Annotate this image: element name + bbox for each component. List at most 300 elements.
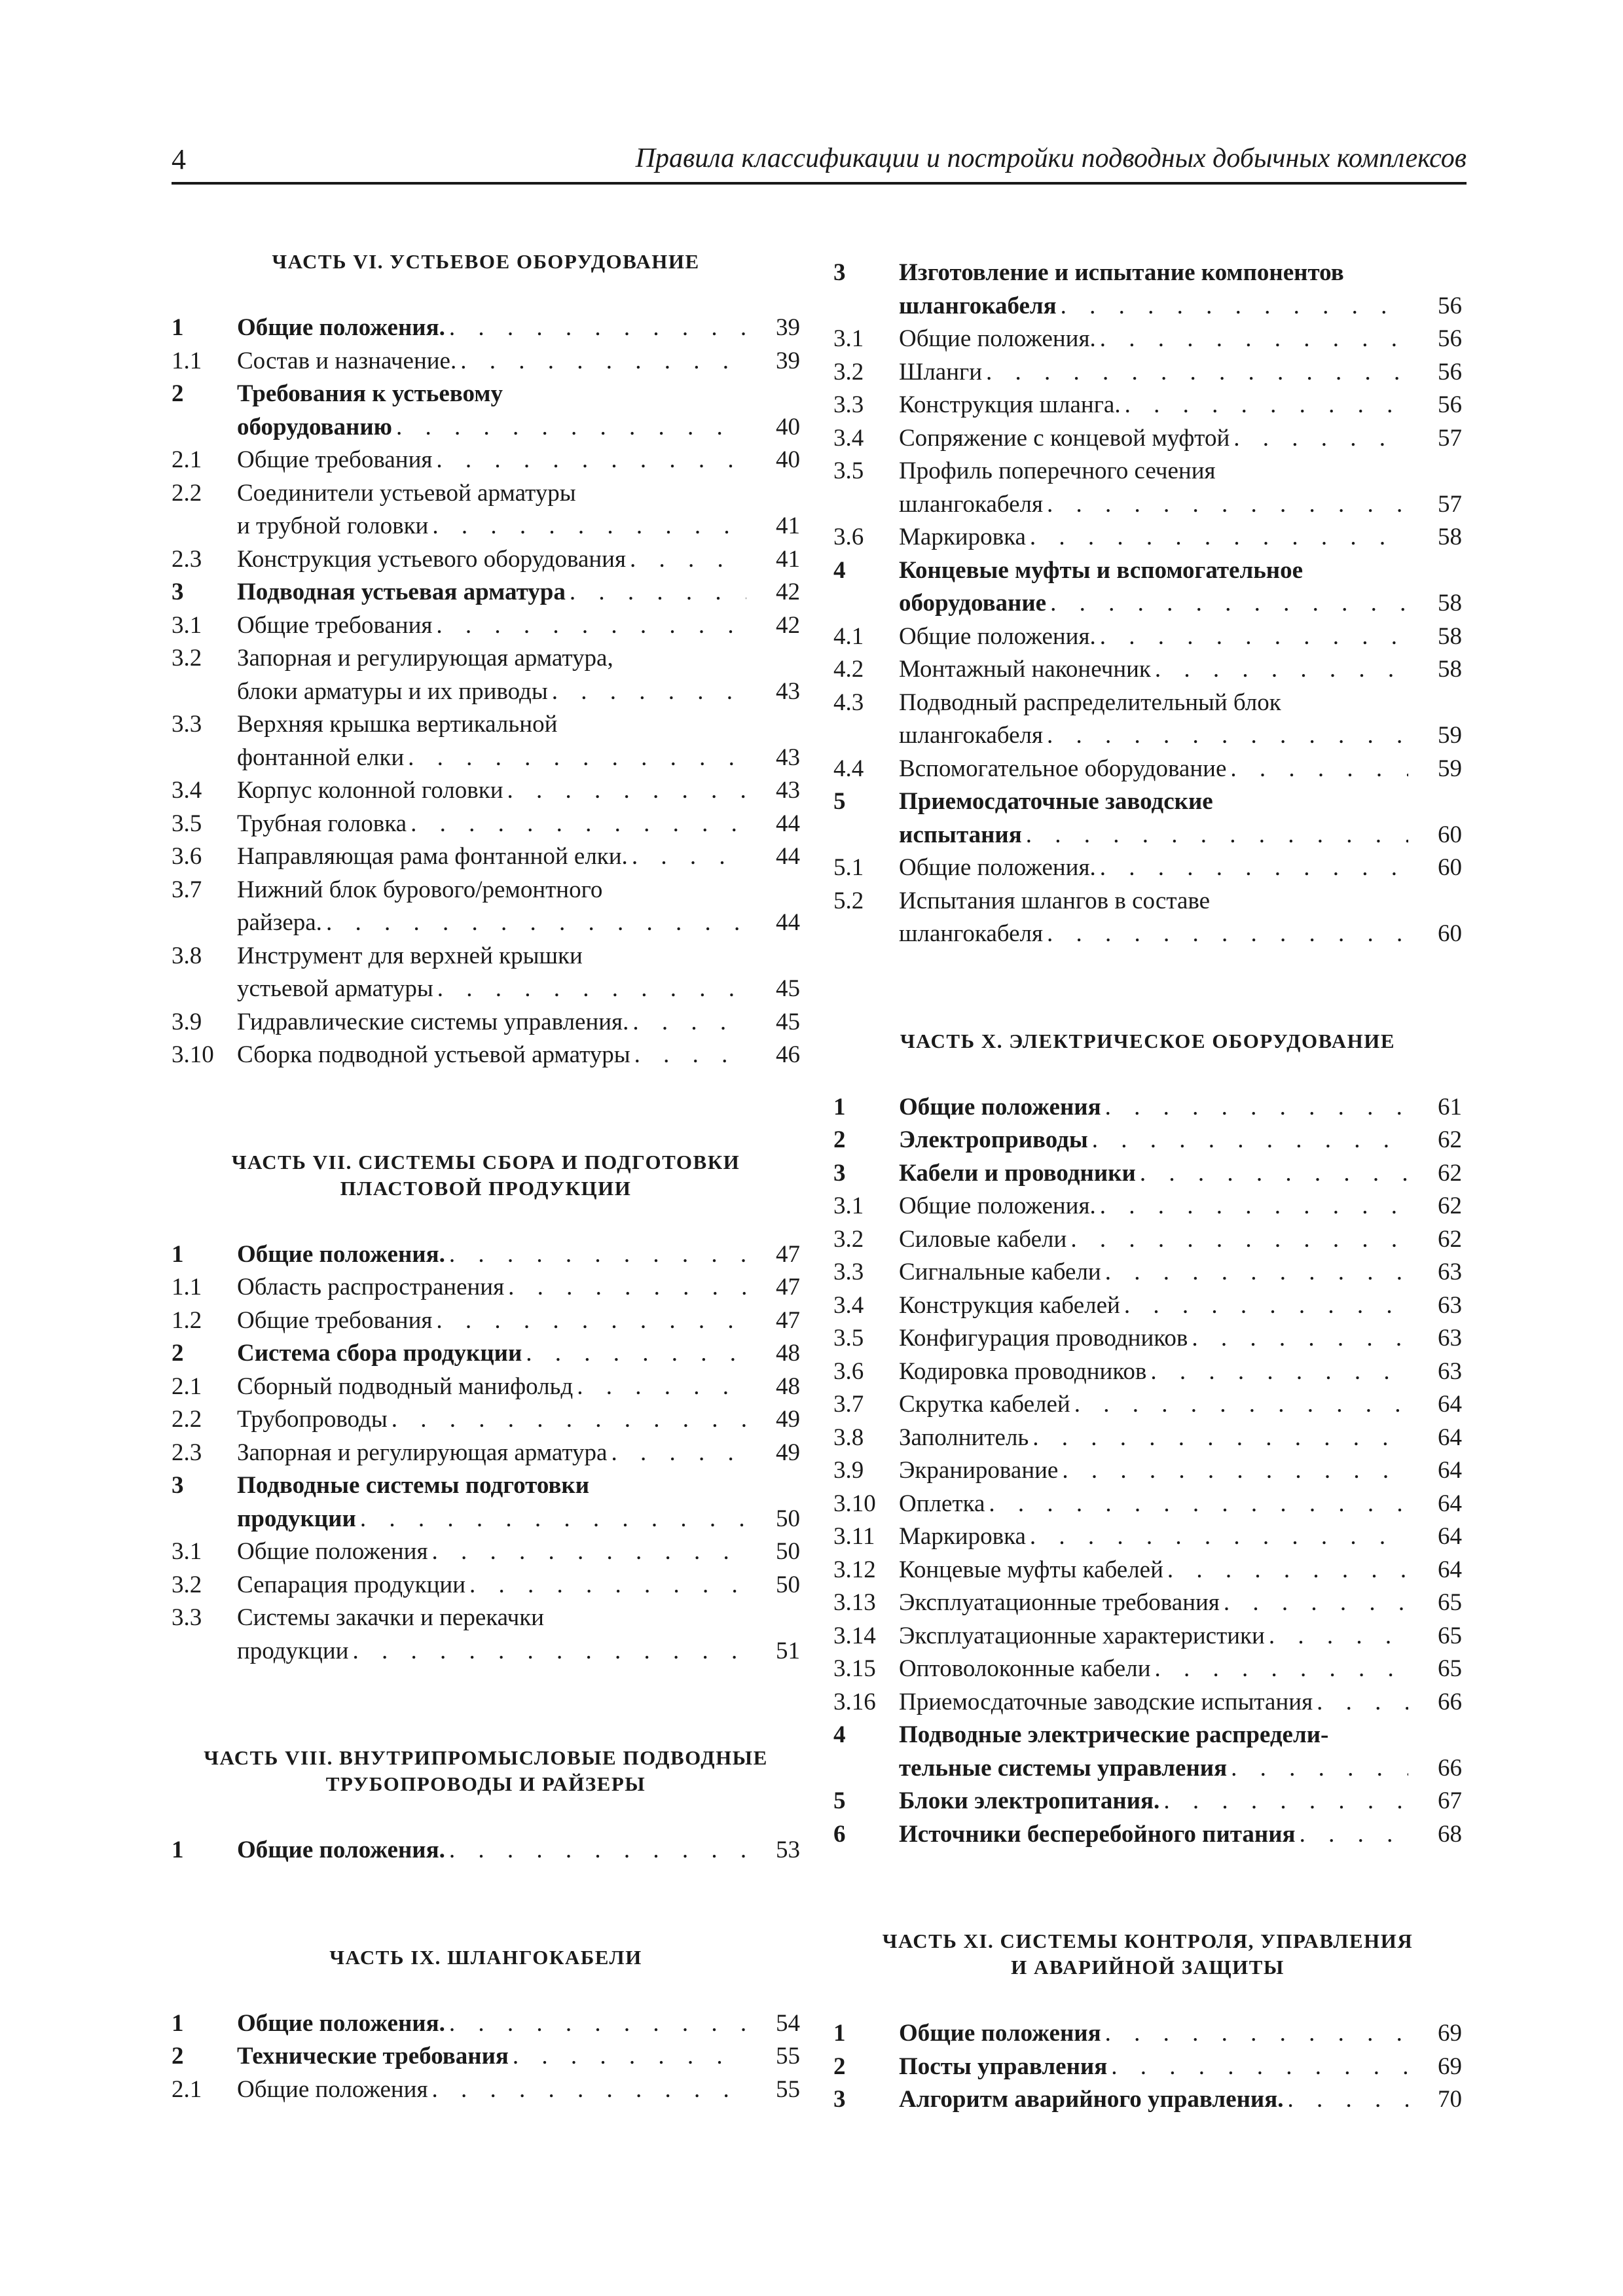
entry-page-number: 56 [1438, 292, 1462, 319]
entry-title: Эксплуатационные требования [899, 1589, 1220, 1616]
entry-number: 3.14 [833, 1622, 876, 1649]
toc-entry[interactable] [172, 1403, 800, 1437]
entry-title: Силовые кабели [899, 1225, 1067, 1253]
entry-number: 3.9 [833, 1457, 864, 1484]
entry-title: Общие положения. [899, 1193, 1096, 1219]
entry-title: Сопряжение с концевой муфтой [899, 424, 1230, 452]
toc-entry[interactable] [172, 808, 800, 841]
dot-leader [566, 576, 746, 609]
entry-title: Подводный распределительный блок [899, 689, 1281, 716]
toc-entry[interactable] [833, 1520, 1462, 1554]
entry-title: устьевой арматуры [237, 975, 433, 1002]
toc-entry[interactable] [833, 2017, 1462, 2051]
entry-page-number: 66 [1438, 1688, 1462, 1715]
entry-number: 5 [833, 788, 846, 815]
entry-page-number: 62 [1438, 1225, 1462, 1253]
entry-number: 1 [172, 1837, 184, 1863]
dot-leader [509, 2040, 746, 2073]
toc-entry[interactable] [172, 774, 800, 808]
entry-page-number: 64 [1438, 1556, 1462, 1583]
entry-page-number: 39 [776, 314, 800, 341]
entry-title: Система сбора продукции [237, 1340, 522, 1367]
toc-section [172, 1149, 800, 1668]
toc-entry[interactable] [833, 1223, 1462, 1257]
entry-title: Корпус колонной головки [237, 777, 503, 804]
entry-title: Маркировка [899, 524, 1026, 550]
entry-page-number: 39 [776, 347, 800, 374]
entry-number: 3.9 [172, 1008, 202, 1035]
entry-title: Запорная и регулирующая арматура, [237, 645, 613, 672]
dot-leader [428, 2073, 746, 2107]
entry-title: Приемосдаточные заводские испытания [899, 1688, 1313, 1715]
toc-entry[interactable] [172, 940, 800, 1006]
entry-title: Общие положения. [237, 314, 445, 341]
entry-title: шлангокабеля [899, 490, 1044, 518]
entry-page-number: 63 [1438, 1325, 1462, 1352]
dot-leader [985, 1488, 1408, 1521]
dot-leader [392, 411, 746, 444]
entry-page-number: 49 [776, 1406, 800, 1433]
toc-entry[interactable] [833, 653, 1462, 687]
entry-title: блоки арматуры и их приводы [237, 677, 548, 705]
dot-leader [626, 543, 746, 577]
toc-entry[interactable] [172, 1304, 800, 1338]
dot-leader [573, 1371, 746, 1404]
toc-entry[interactable] [833, 455, 1462, 521]
dot-leader [1046, 587, 1408, 620]
toc-entry[interactable] [833, 1157, 1462, 1191]
dot-leader [432, 444, 746, 477]
entry-title: Заполнитель [899, 1424, 1029, 1451]
entry-page-number: 41 [776, 545, 800, 573]
toc-entry[interactable] [833, 1554, 1462, 1587]
dot-leader [1088, 1124, 1408, 1157]
entry-page-number: 65 [1438, 1655, 1462, 1682]
dot-leader [1058, 1454, 1408, 1488]
toc-entry[interactable] [833, 1488, 1462, 1521]
dot-leader [465, 1569, 746, 1602]
toc-entry[interactable] [833, 2083, 1462, 2117]
entry-title: Трубная головка [237, 810, 407, 837]
toc-entry[interactable] [172, 477, 800, 543]
toc-entry[interactable] [172, 1337, 800, 1371]
toc-entry[interactable] [172, 1469, 800, 1535]
toc-entry[interactable] [172, 1834, 800, 1867]
entry-number: 3.10 [172, 1041, 214, 1068]
toc-entry[interactable] [172, 378, 800, 444]
dot-leader [1136, 1157, 1408, 1191]
entry-number: 1.1 [172, 347, 202, 374]
entry-number: 2.1 [172, 2075, 202, 2103]
entry-number: 1.2 [172, 1306, 202, 1334]
toc-entry[interactable] [172, 609, 800, 643]
entry-page-number: 64 [1438, 1424, 1462, 1451]
entry-page-number: 51 [776, 1637, 800, 1664]
entry-page-number: 47 [776, 1306, 800, 1334]
entry-page-number: 64 [1438, 1490, 1462, 1517]
entry-title: Общие положения [237, 1538, 428, 1565]
entry-title: Шланги [899, 358, 982, 386]
toc-entry[interactable] [172, 576, 800, 609]
toc-entry[interactable] [172, 1238, 800, 1272]
entry-title: фонтанной елки [237, 744, 405, 771]
dot-leader [1101, 2017, 1408, 2051]
toc-entry[interactable] [833, 356, 1462, 389]
toc-entry[interactable] [833, 1653, 1462, 1686]
entry-number: 3 [172, 1472, 184, 1499]
entry-title: Приемосдаточные заводские [899, 788, 1213, 815]
entry-number: 3.16 [833, 1688, 876, 1715]
toc-entry[interactable] [172, 708, 800, 774]
toc-entry[interactable] [172, 1271, 800, 1304]
entry-page-number: 49 [776, 1439, 800, 1466]
toc-entry[interactable] [172, 1535, 800, 1569]
entry-number: 3.4 [833, 424, 864, 452]
toc-entry[interactable] [172, 642, 800, 708]
dot-leader [428, 1535, 746, 1569]
entry-title: Концевые муфты и вспомогательное [899, 556, 1304, 584]
entry-title: шлангокабеля [899, 292, 1057, 319]
toc-entry[interactable] [833, 1124, 1462, 1157]
entry-page-number: 62 [1438, 1126, 1462, 1153]
entry-title: Профиль поперечного сечения [899, 457, 1216, 484]
entry-title: продукции [237, 1637, 349, 1664]
entry-page-number: 68 [1438, 1820, 1462, 1848]
dot-leader [548, 675, 746, 709]
entry-title: Соединители устьевой арматуры [237, 479, 576, 507]
entry-title: Блоки электропитания. [899, 1787, 1160, 1814]
entry-page-number: 60 [1438, 920, 1462, 947]
entry-page-number: 41 [776, 512, 800, 539]
entry-number: 3.3 [833, 1259, 864, 1285]
toc-entry[interactable] [833, 1818, 1462, 1852]
entry-title: Экранирование [899, 1457, 1059, 1484]
entry-title: Сборка подводной устьевой арматуры [237, 1041, 630, 1068]
running-title: Правила классификации и постройки подводных добычных комплексов [635, 143, 1467, 173]
toc-entry[interactable] [833, 852, 1462, 885]
entry-page-number: 65 [1438, 1589, 1462, 1616]
entry-page-number: 48 [776, 1340, 800, 1367]
toc-entry[interactable] [833, 1388, 1462, 1422]
dot-leader [1067, 1223, 1408, 1257]
entry-title: продукции [237, 1505, 356, 1532]
entry-title: райзера. [237, 909, 322, 936]
entry-number: 2.3 [172, 545, 202, 573]
toc-entry[interactable] [833, 1785, 1462, 1818]
section-title [833, 1028, 1462, 1054]
dot-leader [1096, 323, 1408, 356]
entry-title: Общие положения [899, 2020, 1101, 2047]
entry-number: 4.4 [833, 755, 864, 782]
entry-number: 2.2 [172, 1406, 202, 1433]
entry-page-number: 57 [1438, 490, 1462, 518]
entry-title: Сборный подводный манифольд [237, 1372, 574, 1400]
entry-page-number: 59 [1438, 755, 1462, 782]
dot-leader [1043, 488, 1408, 522]
entry-page-number: 67 [1438, 1787, 1462, 1814]
entry-title: Общие положения. [899, 622, 1096, 650]
entry-page-number: 45 [776, 975, 800, 1002]
entry-number: 2 [172, 1340, 184, 1367]
section-title-line: ЧАСТЬ VII. СИСТЕМЫ СБОРА И ПОДГОТОВКИ [231, 1150, 740, 1174]
entry-title: Подводная устьевая арматура [237, 579, 566, 605]
toc-entry[interactable] [833, 422, 1462, 456]
toc-section [833, 257, 1462, 951]
dot-leader [1220, 1587, 1408, 1620]
entry-number: 3.3 [833, 391, 864, 418]
section-title-line: ПЛАСТОВОЙ ПРОДУКЦИИ [340, 1176, 632, 1200]
entry-page-number: 56 [1438, 358, 1462, 386]
entry-page-number: 53 [776, 1837, 800, 1863]
entry-number: 2 [833, 1126, 846, 1153]
entry-page-number: 58 [1438, 524, 1462, 550]
dot-leader [522, 1337, 746, 1371]
entry-page-number: 40 [776, 446, 800, 473]
dot-leader [1151, 653, 1408, 687]
toc-entry[interactable] [833, 785, 1462, 852]
dot-leader [607, 1437, 746, 1470]
entry-title: Оплетка [899, 1490, 985, 1517]
page-number: 4 [172, 143, 186, 175]
entry-number: 5.2 [833, 887, 864, 914]
dot-leader [428, 510, 746, 543]
toc-entry[interactable] [833, 257, 1462, 323]
entry-number: 4.2 [833, 656, 864, 683]
entry-page-number: 42 [776, 611, 800, 639]
toc-section [172, 249, 800, 1072]
toc-entry[interactable] [172, 1039, 800, 1072]
entry-page-number: 42 [776, 579, 800, 605]
entry-page-number: 64 [1438, 1523, 1462, 1550]
section-title-line: ЧАСТЬ IX. ШЛАНГОКАБЕЛИ [329, 1945, 642, 1969]
toc-entry[interactable] [172, 444, 800, 477]
entry-number: 3.6 [833, 524, 864, 550]
toc-entry[interactable] [172, 2073, 800, 2107]
dot-leader [1026, 1520, 1408, 1554]
toc-entry[interactable] [172, 2040, 800, 2073]
entry-number: 3.8 [172, 942, 202, 969]
entry-number: 3.5 [172, 810, 202, 837]
section-title [172, 249, 800, 275]
dot-leader [356, 1503, 746, 1536]
dot-leader [1043, 918, 1408, 951]
toc-entry[interactable] [833, 620, 1462, 654]
entry-title: и трубной головки [237, 512, 429, 539]
dot-leader [432, 1304, 746, 1338]
toc-entry[interactable] [172, 1006, 800, 1039]
entry-number: 2.3 [172, 1439, 202, 1466]
toc-entry[interactable] [833, 1620, 1462, 1653]
entry-title: Кабели и проводники [899, 1159, 1136, 1187]
dot-leader [445, 1238, 746, 1272]
entry-title: Общие положения [237, 2075, 428, 2103]
toc-entry[interactable] [833, 885, 1462, 951]
entry-title: Конфигурация проводников [899, 1325, 1188, 1352]
entry-page-number: 44 [776, 909, 800, 936]
page-header [172, 139, 1467, 185]
dot-leader [1022, 819, 1408, 852]
entry-title: Подводные системы подготовки [237, 1472, 590, 1499]
entry-title: Нижний блок бурового/ремонтного [237, 876, 603, 903]
toc-entry[interactable] [833, 1322, 1462, 1355]
dot-leader [982, 356, 1408, 389]
entry-page-number: 69 [1438, 2053, 1462, 2080]
section-title-line: И АВАРИЙНОЙ ЗАЩИТЫ [1011, 1956, 1285, 1979]
toc-entry[interactable] [172, 1437, 800, 1470]
entry-number: 3.2 [172, 1571, 202, 1598]
toc-entry[interactable] [172, 874, 800, 940]
entry-number: 4.3 [833, 689, 864, 716]
toc-entry[interactable] [833, 1355, 1462, 1389]
toc-entry[interactable] [172, 2007, 800, 2041]
dot-leader [1313, 1686, 1408, 1719]
entry-page-number: 57 [1438, 424, 1462, 452]
toc-entry[interactable] [833, 389, 1462, 422]
dot-leader [388, 1403, 746, 1437]
entry-page-number: 66 [1438, 1754, 1462, 1782]
dot-leader [1096, 620, 1408, 654]
dot-leader [1151, 1653, 1409, 1686]
toc-entry[interactable] [833, 687, 1462, 753]
entry-number: 3.3 [172, 1604, 202, 1631]
entry-page-number: 64 [1438, 1457, 1462, 1484]
entry-title: Конструкция устьевого оборудования [237, 545, 627, 573]
toc-entry[interactable] [833, 1422, 1462, 1455]
entry-title: Общие требования [237, 611, 433, 639]
entry-number: 3.12 [833, 1556, 876, 1583]
dot-leader [1096, 1190, 1408, 1223]
entry-page-number: 59 [1438, 722, 1462, 749]
entry-number: 4 [833, 556, 846, 584]
entry-number: 3.4 [172, 777, 202, 804]
entry-title: оборудование [899, 590, 1047, 617]
entry-number: 3.4 [833, 1291, 864, 1319]
entry-title: Изготовление и испытание компонентов [899, 259, 1344, 286]
dot-leader [407, 808, 746, 841]
toc-entry[interactable] [833, 1587, 1462, 1620]
toc-entry[interactable] [172, 840, 800, 874]
entry-number: 4.1 [833, 622, 864, 650]
dot-leader [1120, 1289, 1408, 1323]
dot-leader [1163, 1554, 1408, 1587]
dot-leader [1230, 422, 1408, 456]
entry-number: 3.1 [833, 1193, 864, 1219]
entry-number: 3.5 [833, 1325, 864, 1352]
toc-entry[interactable] [833, 2051, 1462, 2084]
entry-title: Гидравлические системы управления. [237, 1008, 629, 1035]
toc-entry[interactable] [833, 1719, 1462, 1785]
entry-number: 3.1 [833, 325, 864, 352]
entry-title: Электроприводы [899, 1126, 1088, 1153]
entry-title: Концевые муфты кабелей [899, 1556, 1163, 1583]
toc-entry[interactable] [833, 1190, 1462, 1223]
toc-entry[interactable] [833, 753, 1462, 786]
entry-title: Сигнальные кабели [899, 1259, 1101, 1285]
dot-leader [445, 1834, 746, 1867]
entry-number: 1 [833, 2020, 846, 2047]
section-title [172, 1945, 800, 1971]
entry-title: шлангокабеля [899, 722, 1044, 749]
toc-entry[interactable] [172, 345, 800, 378]
entry-number: 3 [833, 259, 846, 286]
entry-number: 3.13 [833, 1589, 876, 1616]
entry-page-number: 56 [1438, 325, 1462, 352]
entry-number: 3.7 [172, 876, 202, 903]
entry-title: Направляющая рама фонтанной елки. [237, 843, 628, 870]
section-title [172, 1149, 800, 1202]
toc-entry[interactable] [172, 1371, 800, 1404]
toc-entry[interactable] [833, 1091, 1462, 1124]
dot-leader [1284, 2083, 1408, 2117]
section-title-line: ЧАСТЬ VIII. ВНУТРИПРОМЫСЛОВЫЕ ПОДВОДНЫЕ [204, 1746, 768, 1769]
entry-title: испытания [899, 821, 1022, 848]
entry-page-number: 54 [776, 2009, 800, 2037]
toc-entry[interactable] [833, 1256, 1462, 1289]
entry-title: Конструкция кабелей [899, 1291, 1120, 1319]
entry-page-number: 50 [776, 1538, 800, 1565]
toc-entry[interactable] [172, 312, 800, 345]
entry-page-number: 64 [1438, 1391, 1462, 1418]
entry-number: 3.7 [833, 1391, 864, 1418]
toc-entry[interactable] [833, 323, 1462, 356]
toc-entry[interactable] [172, 1602, 800, 1668]
entry-title: Требования к устьевому [237, 380, 503, 407]
entry-page-number: 58 [1438, 590, 1462, 617]
entry-title: Эксплуатационные характеристики [899, 1622, 1265, 1649]
entry-title: шлангокабеля [899, 920, 1044, 947]
toc-entry[interactable] [833, 554, 1462, 620]
entry-title: Общие положения. [237, 1240, 445, 1268]
entry-page-number: 47 [776, 1274, 800, 1300]
entry-page-number: 43 [776, 677, 800, 705]
dot-leader [629, 1006, 746, 1039]
entry-page-number: 61 [1438, 1093, 1462, 1121]
toc-entry[interactable] [172, 543, 800, 577]
entry-number: 5 [833, 1787, 846, 1814]
entry-number: 3.10 [833, 1490, 876, 1517]
entry-number: 3.3 [172, 711, 202, 738]
toc-column-right [833, 257, 1462, 2117]
dot-leader [1227, 1752, 1408, 1785]
section-title-line: ЧАСТЬ XI. СИСТЕМЫ КОНТРОЛЯ, УПРАВЛЕНИЯ [882, 1929, 1413, 1952]
toc-section [172, 1745, 800, 1867]
entry-number: 4 [833, 1721, 846, 1748]
toc-entry[interactable] [172, 1569, 800, 1602]
entry-number: 2.2 [172, 479, 202, 507]
entry-title: Источники бесперебойного питания [899, 1820, 1296, 1848]
toc-entry[interactable] [833, 1686, 1462, 1719]
entry-number: 1 [172, 2009, 184, 2037]
entry-number: 2.1 [172, 446, 202, 473]
toc-entry[interactable] [833, 1454, 1462, 1488]
toc-section [172, 1945, 800, 2107]
entry-page-number: 50 [776, 1571, 800, 1598]
entry-title: Технические требования [237, 2043, 509, 2070]
entry-page-number: 43 [776, 777, 800, 804]
entry-title: Верхняя крышка вертикальной [237, 711, 558, 738]
entry-title: Состав и назначение. [237, 347, 457, 374]
toc-section [833, 1028, 1462, 1852]
entry-page-number: 60 [1438, 821, 1462, 848]
entry-title: Маркировка [899, 1523, 1026, 1550]
entry-page-number: 48 [776, 1372, 800, 1400]
entry-number: 1 [172, 1240, 184, 1268]
toc-entry[interactable] [833, 521, 1462, 554]
toc-entry[interactable] [833, 1289, 1462, 1323]
entry-page-number: 44 [776, 810, 800, 837]
entry-title: Запорная и регулирующая арматура [237, 1439, 608, 1466]
entry-title: Алгоритм аварийного управления. [899, 2086, 1284, 2113]
